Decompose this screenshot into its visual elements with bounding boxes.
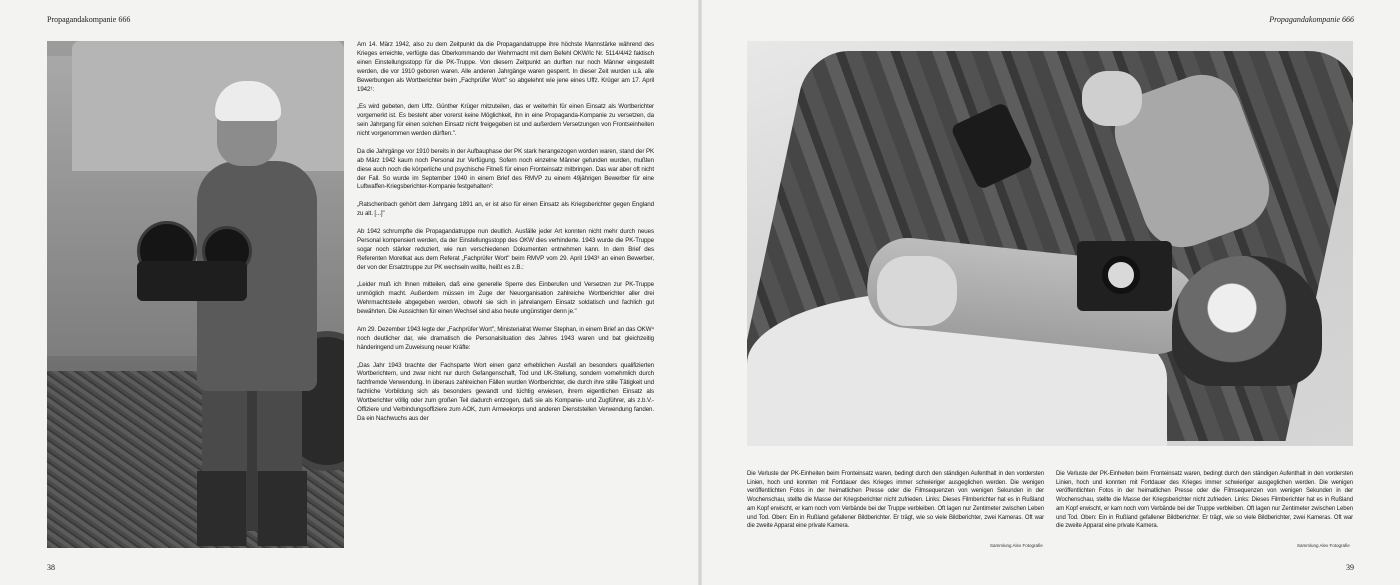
body-paragraph: Am 14. März 1942, also zu dem Zeitpunkt da die Propagandatruppe ihre höchste Mannstärke während des Krieges erreichte, verfügte das Oberkommando der Wehrmacht mit dem Befehl OKW/Ic Nr. 5114/4/42 faktisch einen Einstellungsstopp für die PK-Truppe. Von diesem Zeitpunkt an durften nur noch Männer eingestellt werden, die vor 1910 geboren waren. Alle anderen Jahrgänge waren gesperrt. In dieser Zeit wurden u.ä. alle Bewerbungen als Wortberichter beim „Fachprüfer Wort" so abgelehnt wie jene eines Uffz. Krüger am 17. April 1942¹: [357,41,654,93]
body-paragraph: Da die Jahrgänge vor 1910 bereits in der Aufbauphase der PK stark herangezogen worden waren, stand der PK ab März 1942 kaum noch Personal zur Verfügung. Sofern noch einzelne Männer gefunden wurden, mußten diese auch noch die körperliche und psychische Fitneß für einen Fronteinsatz mitbringen. Das war aber oft nicht der Fall. So wurde im September 1940 in einem Brief des RMVP zu einem 49jährigen Bewerber für eine Luftwaffen-Kriegsberichter-Kompanie festgehalten²: [357,147,654,191]
body-paragraph: „Leider muß ich Ihnen mitteilen, daß eine generelle Sperre des Einberufen und Versetzen zur PK-Truppe unmöglich macht. Außerdem müssen im Zuge der Neuorganisation zahlreiche Wortberichter aller drei Wehrmachtsteile abgegeben werden, obwohl sie sich in jahrelangem Einsatz soldatisch und fachlich gut bewährten. Die Aussichten für einen Wechsel sind also heute ungünstiger denn je." [357,281,654,316]
body-paragraph: „Das Jahr 1943 brachte der Fachsparte Wort einen ganz erheblichen Ausfall an besonders qualifizierten Wortberichtern, und zwar nicht nur durch Gefangenschaft, Tod und UK-Stellung, sondern vornehmlich durch fachfremde Verwendung. In überaus zahlreichen Fällen wurden Wortberichter, die durch ihre stille Tätigkeit und fachliche Vorbildung sich als besonders gewandt und tüchtig erwiesen, ihrem eigentlichen Einsatz als Wortberichter völlig oder zum großen Teil dadurch entzogen, daß sie als Kompanie- und Zugführer, als z.b.V.-Offiziere und Verbindungsoffiziere zum AOK, zum Armeekorps und anderen Dienststellen Verwendung fanden. Da ein Nachwuchs aus der [357,361,654,422]
photo-helmet [1172,256,1322,386]
camera-body [137,261,247,301]
page-number-left: 38 [47,563,55,572]
photo-caption-right: Die Verluste der PK-Einheiten beim Fronteinsatz waren, bedingt durch den ständigen Aufenthalt in den vordersten Linien, hoch und konnten mit Fortdauer des Krieges immer schwieriger ausgeglichen werden. Die wenigen veröffentlichten Fotos in der heimatlichen Presse oder die Filmsequenzen von wenigen Sekunden in der Wochenschau, stellte die Masse der Kriegsberichter nicht zufrieden. Links: Dieses Filmberichter hat es in Rußland am Kopf erwischt, er kam noch vom Verbände bei der Truppe verbleiben. Oft lagen nur Zentimeter zwischen Leben und Tod. Oben: Ein in Rußland gefallener Bildberichter. Er trägt, wie so viele Bildberichter, zwei Kameras. Oft war die zweite Apparat eine private Kamera. [1056,471,1353,530]
photo-credit-right: Sammlung Alex Fotografie [1297,543,1350,548]
photo-fallen-photographer [747,41,1353,446]
photo-hand [1082,71,1142,126]
photo-truck-canvas [72,41,344,171]
photo-glove [877,256,957,326]
photo-caption-left: Die Verluste der PK-Einheiten beim Fronteinsatz waren, bedingt durch den ständigen Aufenthalt in den vordersten Linien, hoch und konnten mit Fortdauer des Krieges immer schwieriger ausgeglichen werden. Die wenigen veröffentlichten Fotos in der heimatlichen Presse oder die Filmsequenzen von wenigen Sekunden in der Wochenschau, stellte die Masse der Kriegsberichter nicht zufrieden. Links: Dieses Filmberichter hat es in Rußland am Kopf erwischt, er kam noch vom Verbände bei der Truppe verbleiben. Oft lagen nur Zentimeter zwischen Leben und Tod. Oben: Ein in Rußland gefallener Bildberichter. Er trägt, wie so viele Bildberichter, zwei Kameras. Oft war die zweite Apparat eine private Kamera. [747,471,1044,530]
body-paragraph: „Ratschenbach gehört dem Jahrgang 1891 an, er ist also für einen Einsatz als Kriegsberichter gegen England zu alt. [...]" [357,201,654,218]
body-paragraph: Ab 1942 schrumpfte die Propagandatruppe nun deutlich. Ausfälle jeder Art konnten nicht mehr durch neues Personal kompensiert werden, da der Einstellungsstopp des OKW dies verhinderte. 1943 wurde die PK-Truppe sogar noch stärker reduziert, wie nun verschiedenen Dokumenten entnehmen kann. In dem Brief des Referenten Moretkat aus dem Referat „Fachprüfer Wort" beim RMVP vom 29. April 1943³ an einen Bewerber, der von der Ersatztruppe zur PK wechseln wollte, heißt es z.B.: [357,227,654,271]
running-header-left: Propagandakompanie 666 [47,15,131,24]
photo-wounded-cameraman [47,41,344,548]
photo-film-camera [107,221,277,316]
book-gutter [698,0,702,585]
photo-camera-lens [1102,256,1140,294]
photo-soldier-boots [197,471,307,546]
page-number-right: 39 [1346,563,1354,572]
main-text-column [357,41,654,553]
running-header-right: Propagandakompanie 666 [1269,15,1354,24]
body-paragraph: „Es wird gebeten, dem Uffz. Günther Krüger mitzuteilen, das er weiterhin für einen Einsatz als Wortberichter vorgemerkt ist. Es besteht aber vorerst keine Möglichkeit, ihn in eine Propaganda-Kompanie zu versetzen, da sein Jahrgang für einen solchen Einsatz nicht freigegeben ist und außerdem Versetzungen von Frontseinheiten nicht vorgenommen werden dürften.". [357,103,654,138]
body-paragraph: Am 29. Dezember 1943 legte der „Fachprüfer Wort", Ministerialrat Werner Stephan, in einem Brief an das OKW⁴ noch deutlicher dar, wie dramatisch die Personalsituation des Jahres 1943 waren und bat gleichzeitig händeringend um Zuweisung neuer Kräfte: [357,325,654,351]
photo-credit-left: Sammlung Alex Fotografie [990,543,1043,548]
